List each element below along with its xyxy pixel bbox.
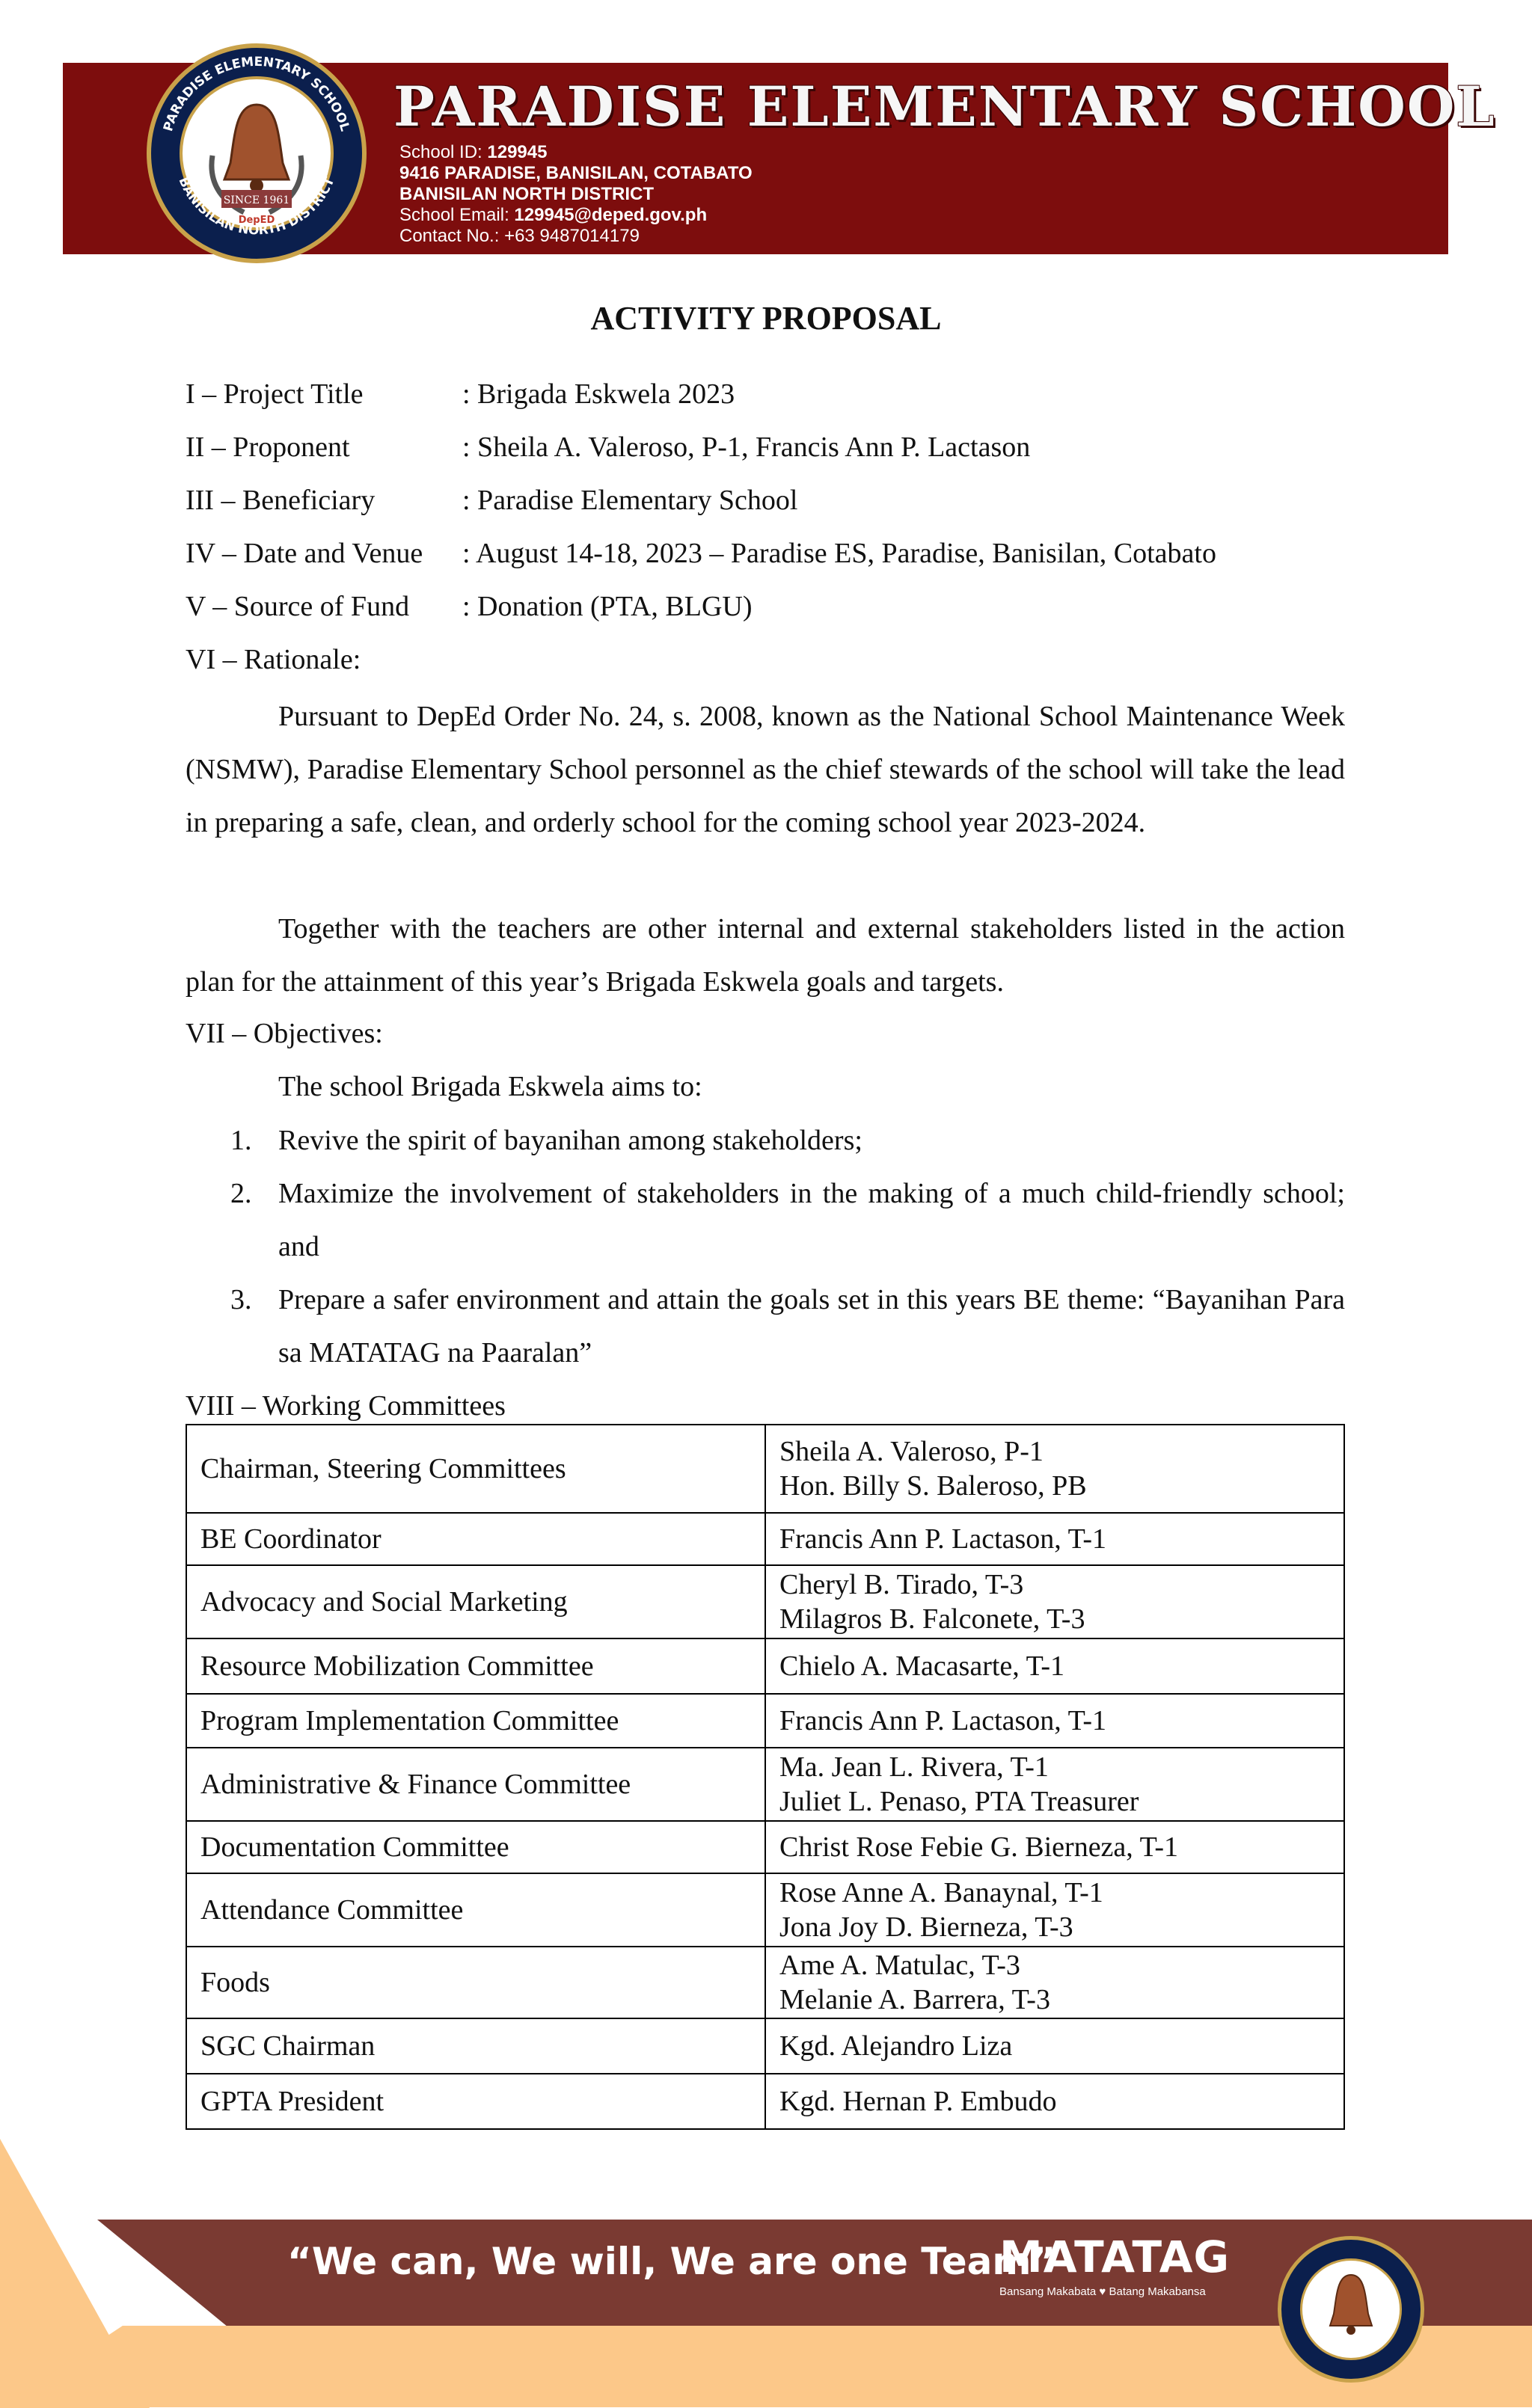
seal-deped-text: DepED	[238, 215, 275, 226]
member: Sheila A. Valeroso, P-1	[779, 1436, 1044, 1467]
footer-seal-emblem	[1278, 2236, 1424, 2383]
member: Ame A. Matulac, T-3	[779, 1950, 1020, 1981]
committee-members	[765, 2018, 1344, 2074]
table-row	[186, 1694, 1344, 1748]
committee-members	[765, 1638, 1344, 1694]
committees-table	[186, 1424, 1345, 2130]
info-label: V – Source of Fund	[186, 591, 410, 622]
footer-motto: “We can, We will, We are one Team”	[287, 2240, 1056, 2283]
info-label: II – Proponent	[186, 431, 350, 463]
school-seal-emblem	[147, 43, 367, 263]
committee-members	[765, 2074, 1344, 2129]
school-district: BANISILAN NORTH DISTRICT	[399, 184, 654, 204]
rationale-paragraph-1: Pursuant to DepEd Order No. 24, s. 2008, known as the National School Maintenance Week (NSMW), Paradise Elementary School personnel as the chief stewards of the school will take the lead in preparing a safe, clean, and orderly school for the coming school year 2023-2024.	[186, 701, 1345, 838]
objectives-heading: VII – Objectives:	[186, 1018, 383, 1049]
member: Melanie A. Barrera, T-3	[779, 1984, 1050, 2015]
info-value: : August 14-18, 2023 – Paradise ES, Paradise, Banisilan, Cotabato	[462, 538, 1216, 569]
objectives-intro: The school Brigada Eskwela aims to:	[278, 1071, 702, 1102]
objective-text: Revive the spirit of bayanihan among stakeholders;	[278, 1125, 862, 1156]
objective-number: 1.	[230, 1125, 252, 1156]
member: Rose Anne A. Banaynal, T-1	[779, 1877, 1103, 1908]
school-id: 129945	[487, 142, 548, 162]
info-row-source-of-fund	[186, 590, 752, 623]
school-email-label: School Email:	[399, 205, 515, 225]
member: Kgd. Hernan P. Embudo	[779, 2086, 1057, 2117]
info-value: : Brigada Eskwela 2023	[462, 378, 735, 410]
committee-name: BE Coordinator	[186, 1513, 765, 1565]
info-label: III – Beneficiary	[186, 485, 376, 516]
school-email[interactable]: 129945@deped.gov.ph	[514, 205, 708, 225]
committee-name: Attendance Committee	[186, 1873, 765, 1947]
member: Jona Joy D. Bierneza, T-3	[779, 1911, 1073, 1943]
committee-members	[765, 1821, 1344, 1873]
seal-ring-bottom-text: BANISILAN NORTH DISTRICT	[175, 175, 338, 239]
committee-members	[765, 1873, 1344, 1947]
committee-name: Resource Mobilization Committee	[186, 1638, 765, 1694]
objective-text: Prepare a safer environment and attain the goals set in this years BE theme: “Bayanihan Para sa MATATAG na Paaralan”	[278, 1284, 1345, 1369]
matatag-logo: MATATAG	[999, 2232, 1231, 2282]
table-row	[186, 1873, 1344, 1947]
committee-members	[765, 1947, 1344, 2018]
school-contact-label: Contact No.:	[399, 226, 505, 246]
info-value: : Sheila A. Valeroso, P-1, Francis Ann P. Lactason	[462, 431, 1031, 463]
school-address: 9416 PARADISE, BANISILAN, COTABATO	[399, 163, 753, 183]
member: Hon. Billy S. Baleroso, PB	[779, 1470, 1087, 1502]
committee-name: GPTA President	[186, 2074, 765, 2129]
info-value: : Donation (PTA, BLGU)	[462, 591, 753, 622]
committee-name: SGC Chairman	[186, 2018, 765, 2074]
member: Francis Ann P. Lactason, T-1	[779, 1705, 1106, 1736]
committee-name: Foods	[186, 1947, 765, 2018]
document-title: ACTIVITY PROPOSAL	[590, 300, 942, 337]
committee-members	[765, 1565, 1344, 1638]
member: Ma. Jean L. Rivera, T-1	[779, 1751, 1049, 1783]
committee-name: Advocacy and Social Marketing	[186, 1565, 765, 1638]
rationale-heading: VI – Rationale:	[186, 644, 361, 675]
member: Francis Ann P. Lactason, T-1	[779, 1523, 1106, 1555]
committee-name: Program Implementation Committee	[186, 1694, 765, 1748]
school-info-block	[399, 142, 753, 247]
table-row	[186, 1821, 1344, 1873]
objective-item	[186, 1274, 1345, 1380]
table-row	[186, 1748, 1344, 1821]
table-row	[186, 1565, 1344, 1638]
info-row-beneficiary	[186, 484, 798, 517]
committee-members	[765, 1425, 1344, 1513]
info-row-date-venue	[186, 537, 1216, 570]
table-row	[186, 2018, 1344, 2074]
matatag-tagline: Bansang Makabata ♥ Batang Makabansa	[999, 2285, 1206, 2298]
objective-number: 3.	[230, 1284, 252, 1315]
member: Cheryl B. Tirado, T-3	[779, 1569, 1024, 1600]
objective-text: Maximize the involvement of stakeholders in the making of a much child-friendly school; and	[278, 1178, 1345, 1262]
info-row-project-title	[186, 378, 735, 411]
member: Christ Rose Febie G. Bierneza, T-1	[779, 1831, 1178, 1863]
school-id-label: School ID:	[399, 142, 488, 162]
table-row	[186, 1425, 1344, 1513]
table-row	[186, 1638, 1344, 1694]
committee-members	[765, 1513, 1344, 1565]
committee-name: Administrative & Finance Committee	[186, 1748, 765, 1821]
member: Chielo A. Macasarte, T-1	[779, 1650, 1064, 1682]
table-row	[186, 2074, 1344, 2129]
objective-number: 2.	[230, 1178, 252, 1209]
objective-item	[186, 1167, 1345, 1274]
committee-name: Documentation Committee	[186, 1821, 765, 1873]
committee-members	[765, 1694, 1344, 1748]
member: Juliet L. Penaso, PTA Treasurer	[779, 1786, 1139, 1817]
school-name: PARADISE ELEMENTARY SCHOOL	[393, 75, 1496, 139]
committee-name: Chairman, Steering Committees	[186, 1425, 765, 1513]
info-row-proponent	[186, 431, 1030, 464]
rationale-paragraph-2: Together with the teachers are other internal and external stakeholders listed in the action plan for the attainment of this year’s Brigada Eskwela goals and targets.	[186, 913, 1345, 998]
member: Kgd. Alejandro Liza	[779, 2030, 1013, 2062]
seal-ring-top-text: PARADISE ELEMENTARY SCHOOL	[161, 54, 352, 134]
member: Milagros B. Falconete, T-3	[779, 1603, 1085, 1635]
info-label: IV – Date and Venue	[186, 538, 423, 569]
table-row	[186, 1513, 1344, 1565]
seal-since-text: SINCE 1961	[223, 194, 290, 206]
info-value: : Paradise Elementary School	[462, 485, 798, 516]
committee-members	[765, 1748, 1344, 1821]
objective-item	[186, 1114, 1345, 1167]
school-contact: +63 9487014179	[504, 226, 640, 246]
table-row	[186, 1947, 1344, 2018]
committees-heading: VIII – Working Committees	[186, 1390, 506, 1422]
info-label: I – Project Title	[186, 378, 364, 410]
